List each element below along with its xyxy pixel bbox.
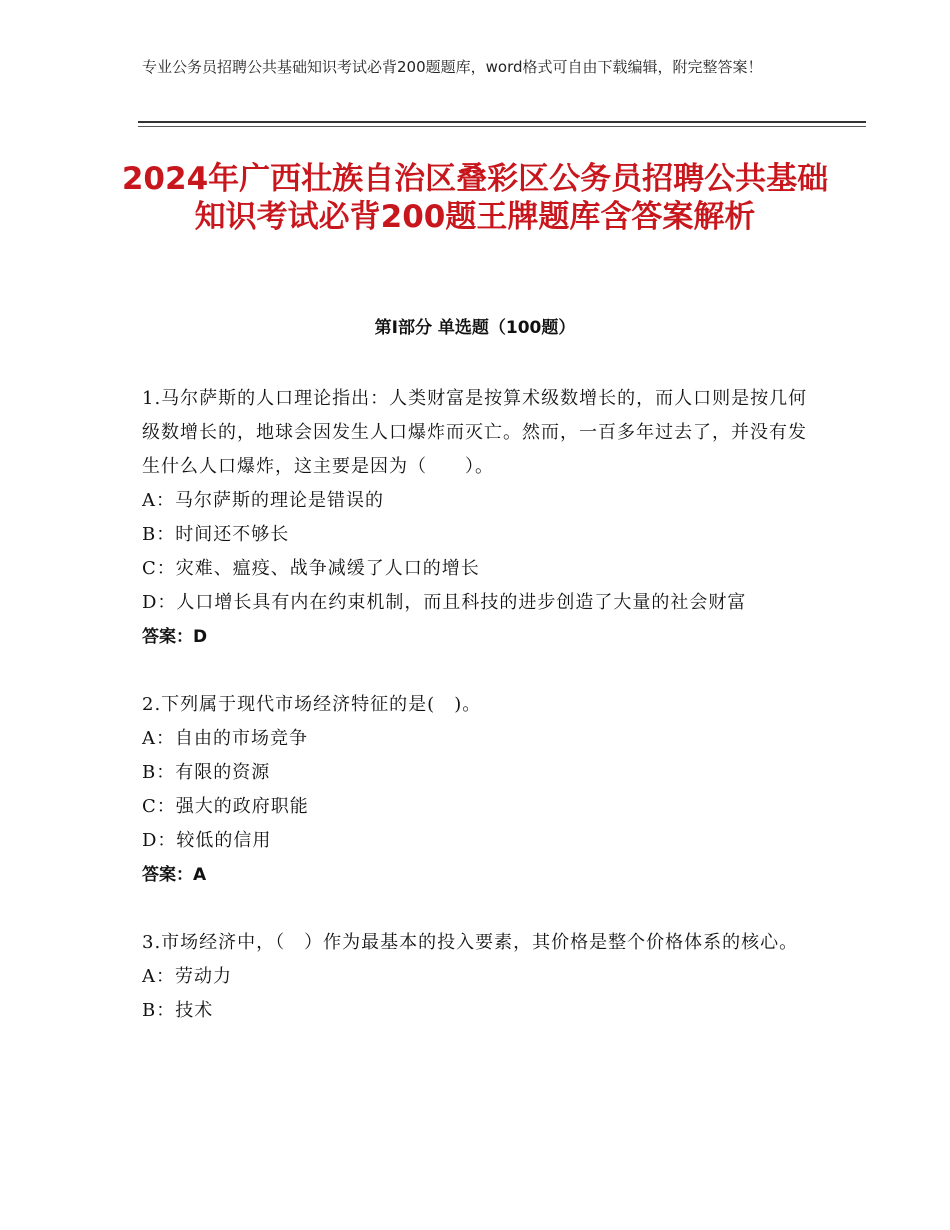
header-divider xyxy=(138,121,866,127)
header-note: 专业公务员招聘公共基础知识考试必背200题题库，word格式可自由下载编辑，附完整答案！ xyxy=(142,58,763,76)
option-a: A：自由的市场竞争 xyxy=(142,728,308,749)
option-a: A：马尔萨斯的理论是错误的 xyxy=(142,490,384,511)
answer-line: 答案：D xyxy=(142,627,208,647)
document-title: 2024年广西壮族自治区叠彩区公务员招聘公共基础知识考试必背200题王牌题库含答案解析 xyxy=(121,161,829,235)
question-1 xyxy=(142,382,822,654)
option-a: A：劳动力 xyxy=(142,966,232,987)
section-heading: 第Ⅰ部分 单选题（100题） xyxy=(374,318,576,338)
option-b: B：有限的资源 xyxy=(142,762,271,783)
option-d: D：较低的信用 xyxy=(142,830,272,851)
option-d: D：人口增长具有内在约束机制，而且科技的进步创造了大量的社会财富 xyxy=(142,592,747,613)
question-stem: 2.下列属于现代市场经济特征的是( )。 xyxy=(142,694,482,715)
question-2 xyxy=(142,688,822,892)
question-stem: 1.马尔萨斯的人口理论指出：人类财富是按算术级数增长的，而人口则是按几何级数增长的，地球会因发生人口爆炸而灭亡。然而，一百多年过去了，并没有发生什么人口爆炸，这主要是因为（ ）。 xyxy=(142,388,808,477)
divider-thick-line xyxy=(138,121,866,123)
option-c: C：强大的政府职能 xyxy=(142,796,309,817)
option-b: B：技术 xyxy=(142,1000,214,1021)
question-3 xyxy=(142,926,822,1028)
option-c: C：灾难、瘟疫、战争减缓了人口的增长 xyxy=(142,558,480,579)
answer-line: 答案：A xyxy=(142,865,207,885)
question-stem: 3.市场经济中，（ ）作为最基本的投入要素，其价格是整个价格体系的核心。 xyxy=(142,932,799,953)
question-list xyxy=(142,382,822,1028)
option-b: B：时间还不够长 xyxy=(142,524,290,545)
divider-thin-line xyxy=(138,126,866,127)
